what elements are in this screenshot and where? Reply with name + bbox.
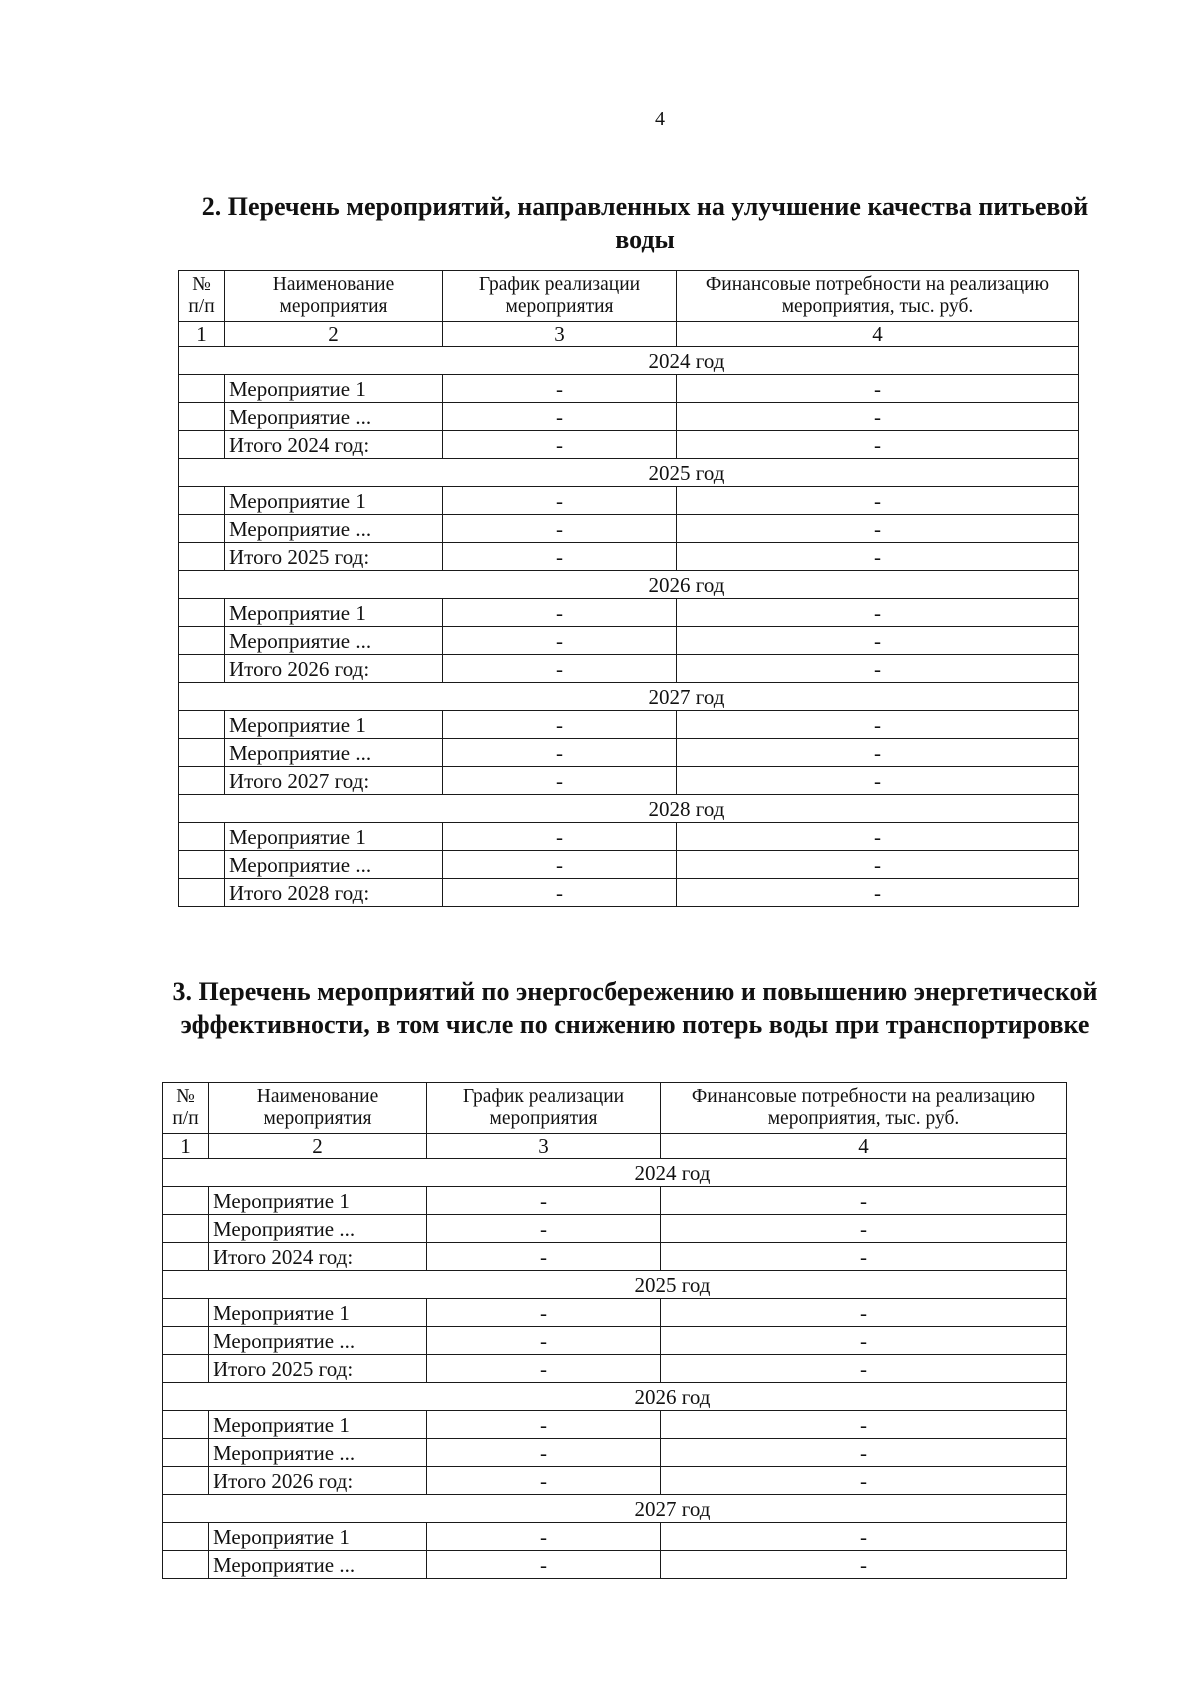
row-number-cell [163, 1551, 209, 1579]
finance-cell: - [661, 1411, 1067, 1439]
column-header: № п/п [163, 1083, 209, 1134]
column-number: 2 [209, 1134, 427, 1159]
row-number-cell [163, 1215, 209, 1243]
activity-name: Мероприятие 1 [209, 1523, 427, 1551]
row-number-cell [179, 739, 225, 767]
column-number: 3 [443, 322, 677, 347]
schedule-cell: - [443, 655, 677, 683]
finance-cell: - [677, 851, 1079, 879]
row-number-cell [163, 1243, 209, 1271]
schedule-cell: - [427, 1327, 661, 1355]
activity-name: Мероприятие 1 [225, 375, 443, 403]
year-row [179, 795, 1079, 823]
schedule-cell: - [443, 431, 677, 459]
table-row [163, 1187, 1067, 1215]
row-number-cell [179, 515, 225, 543]
row-number-cell [163, 1187, 209, 1215]
finance-cell: - [677, 403, 1079, 431]
activity-name: Мероприятие ... [225, 627, 443, 655]
table-row [163, 1355, 1067, 1383]
row-number-cell [163, 1523, 209, 1551]
schedule-cell: - [443, 739, 677, 767]
finance-cell: - [661, 1215, 1067, 1243]
table-row [179, 879, 1079, 907]
finance-cell: - [661, 1523, 1067, 1551]
activity-name: Мероприятие ... [225, 851, 443, 879]
table-row [179, 655, 1079, 683]
finance-cell: - [677, 627, 1079, 655]
table-row [179, 515, 1079, 543]
schedule-cell: - [427, 1355, 661, 1383]
table-row [179, 375, 1079, 403]
column-number-row [163, 1134, 1067, 1159]
schedule-cell: - [443, 403, 677, 431]
row-number-cell [163, 1467, 209, 1495]
activity-name: Мероприятие 1 [225, 823, 443, 851]
row-number-cell [179, 403, 225, 431]
row-number-cell [163, 1327, 209, 1355]
activity-name: Мероприятие ... [209, 1327, 427, 1355]
activity-name: Итого 2027 год: [225, 767, 443, 795]
activity-name: Итого 2024 год: [209, 1243, 427, 1271]
column-header: График реализации мероприятия [427, 1083, 661, 1134]
column-header: График реализации мероприятия [443, 271, 677, 322]
row-number-cell [179, 879, 225, 907]
column-number: 4 [677, 322, 1079, 347]
finance-cell: - [677, 655, 1079, 683]
activity-name: Мероприятие 1 [209, 1187, 427, 1215]
year-label: 2027 год [179, 683, 1079, 711]
column-number-row [179, 322, 1079, 347]
column-number: 4 [661, 1134, 1067, 1159]
row-number-cell [179, 711, 225, 739]
finance-cell: - [677, 375, 1079, 403]
table-row [163, 1523, 1067, 1551]
schedule-cell: - [427, 1439, 661, 1467]
row-number-cell [163, 1439, 209, 1467]
schedule-cell: - [427, 1187, 661, 1215]
table-row [179, 627, 1079, 655]
finance-cell: - [661, 1439, 1067, 1467]
table-row [179, 739, 1079, 767]
finance-cell: - [677, 739, 1079, 767]
finance-cell: - [661, 1467, 1067, 1495]
schedule-cell: - [427, 1523, 661, 1551]
column-number: 3 [427, 1134, 661, 1159]
finance-cell: - [677, 543, 1079, 571]
header-row [179, 271, 1079, 322]
table-row [163, 1215, 1067, 1243]
row-number-cell [179, 767, 225, 795]
finance-cell: - [677, 823, 1079, 851]
table-row [163, 1327, 1067, 1355]
table-row [163, 1411, 1067, 1439]
finance-cell: - [661, 1187, 1067, 1215]
row-number-cell [163, 1411, 209, 1439]
column-number: 1 [163, 1134, 209, 1159]
row-number-cell [179, 487, 225, 515]
column-header: Финансовые потребности на реализацию мероприятия, тыс. руб. [677, 271, 1079, 322]
row-number-cell [179, 851, 225, 879]
year-row [179, 347, 1079, 375]
section-2-title: 2. Перечень мероприятий, направленных на улучшение качества питьевой воды [201, 192, 1089, 254]
year-label: 2027 год [163, 1495, 1067, 1523]
finance-cell: - [677, 515, 1079, 543]
row-number-cell [179, 599, 225, 627]
finance-cell: - [661, 1327, 1067, 1355]
activity-name: Мероприятие ... [225, 739, 443, 767]
activity-name: Итого 2026 год: [209, 1467, 427, 1495]
year-row [163, 1383, 1067, 1411]
year-label: 2025 год [163, 1271, 1067, 1299]
year-row [179, 683, 1079, 711]
year-label: 2024 год [163, 1159, 1067, 1187]
section-3-title: 3. Перечень мероприятий по энергосбережению и повышению энергетической эффективности, в том числе по снижению потерь воды при транспортировке [172, 977, 1098, 1039]
table-row [179, 767, 1079, 795]
activity-name: Итого 2025 год: [225, 543, 443, 571]
activity-name: Мероприятие ... [209, 1439, 427, 1467]
table-row [179, 711, 1079, 739]
table-row [179, 403, 1079, 431]
table-row [179, 431, 1079, 459]
schedule-cell: - [427, 1551, 661, 1579]
schedule-cell: - [443, 375, 677, 403]
finance-cell: - [661, 1299, 1067, 1327]
column-header: Финансовые потребности на реализацию мероприятия, тыс. руб. [661, 1083, 1067, 1134]
finance-cell: - [661, 1243, 1067, 1271]
activity-name: Мероприятие ... [225, 403, 443, 431]
section-3-table [162, 1082, 1067, 1579]
activity-name: Итого 2025 год: [209, 1355, 427, 1383]
activity-name: Мероприятие 1 [209, 1299, 427, 1327]
table-row [163, 1439, 1067, 1467]
column-number: 2 [225, 322, 443, 347]
row-number-cell [179, 543, 225, 571]
activity-name: Мероприятие 1 [225, 599, 443, 627]
year-label: 2026 год [179, 571, 1079, 599]
table-row [163, 1299, 1067, 1327]
year-row [163, 1495, 1067, 1523]
schedule-cell: - [427, 1299, 661, 1327]
finance-cell: - [677, 711, 1079, 739]
year-label: 2026 год [163, 1383, 1067, 1411]
table-row [179, 851, 1079, 879]
year-row [179, 459, 1079, 487]
column-number: 1 [179, 322, 225, 347]
table-row [179, 599, 1079, 627]
header-row [163, 1083, 1067, 1134]
schedule-cell: - [427, 1467, 661, 1495]
schedule-cell: - [443, 851, 677, 879]
column-header: № п/п [179, 271, 225, 322]
table-row [163, 1467, 1067, 1495]
schedule-cell: - [427, 1411, 661, 1439]
finance-cell: - [677, 487, 1079, 515]
schedule-cell: - [427, 1215, 661, 1243]
row-number-cell [163, 1299, 209, 1327]
schedule-cell: - [443, 599, 677, 627]
year-label: 2025 год [179, 459, 1079, 487]
row-number-cell [179, 655, 225, 683]
row-number-cell [163, 1355, 209, 1383]
activity-name: Мероприятие ... [225, 515, 443, 543]
schedule-cell: - [443, 767, 677, 795]
year-label: 2028 год [179, 795, 1079, 823]
row-number-cell [179, 627, 225, 655]
schedule-cell: - [443, 543, 677, 571]
activity-name: Итого 2026 год: [225, 655, 443, 683]
row-number-cell [179, 375, 225, 403]
finance-cell: - [677, 879, 1079, 907]
table-row [179, 543, 1079, 571]
row-number-cell [179, 823, 225, 851]
finance-cell: - [677, 599, 1079, 627]
activity-name: Мероприятие ... [209, 1215, 427, 1243]
finance-cell: - [661, 1551, 1067, 1579]
column-header: Наименование мероприятия [209, 1083, 427, 1134]
schedule-cell: - [443, 487, 677, 515]
year-row [179, 571, 1079, 599]
schedule-cell: - [443, 627, 677, 655]
row-number-cell [179, 431, 225, 459]
finance-cell: - [677, 767, 1079, 795]
table-row [163, 1551, 1067, 1579]
schedule-cell: - [443, 515, 677, 543]
schedule-cell: - [443, 711, 677, 739]
table-row [163, 1243, 1067, 1271]
year-label: 2024 год [179, 347, 1079, 375]
finance-cell: - [677, 431, 1079, 459]
table-row [179, 823, 1079, 851]
column-header: Наименование мероприятия [225, 271, 443, 322]
activity-name: Итого 2028 год: [225, 879, 443, 907]
schedule-cell: - [443, 823, 677, 851]
page-number: 4 [655, 108, 665, 130]
table-row [179, 487, 1079, 515]
activity-name: Мероприятие ... [209, 1551, 427, 1579]
activity-name: Итого 2024 год: [225, 431, 443, 459]
activity-name: Мероприятие 1 [225, 487, 443, 515]
section-2-table [178, 270, 1079, 907]
activity-name: Мероприятие 1 [225, 711, 443, 739]
activity-name: Мероприятие 1 [209, 1411, 427, 1439]
finance-cell: - [661, 1355, 1067, 1383]
schedule-cell: - [443, 879, 677, 907]
schedule-cell: - [427, 1243, 661, 1271]
year-row [163, 1271, 1067, 1299]
year-row [163, 1159, 1067, 1187]
